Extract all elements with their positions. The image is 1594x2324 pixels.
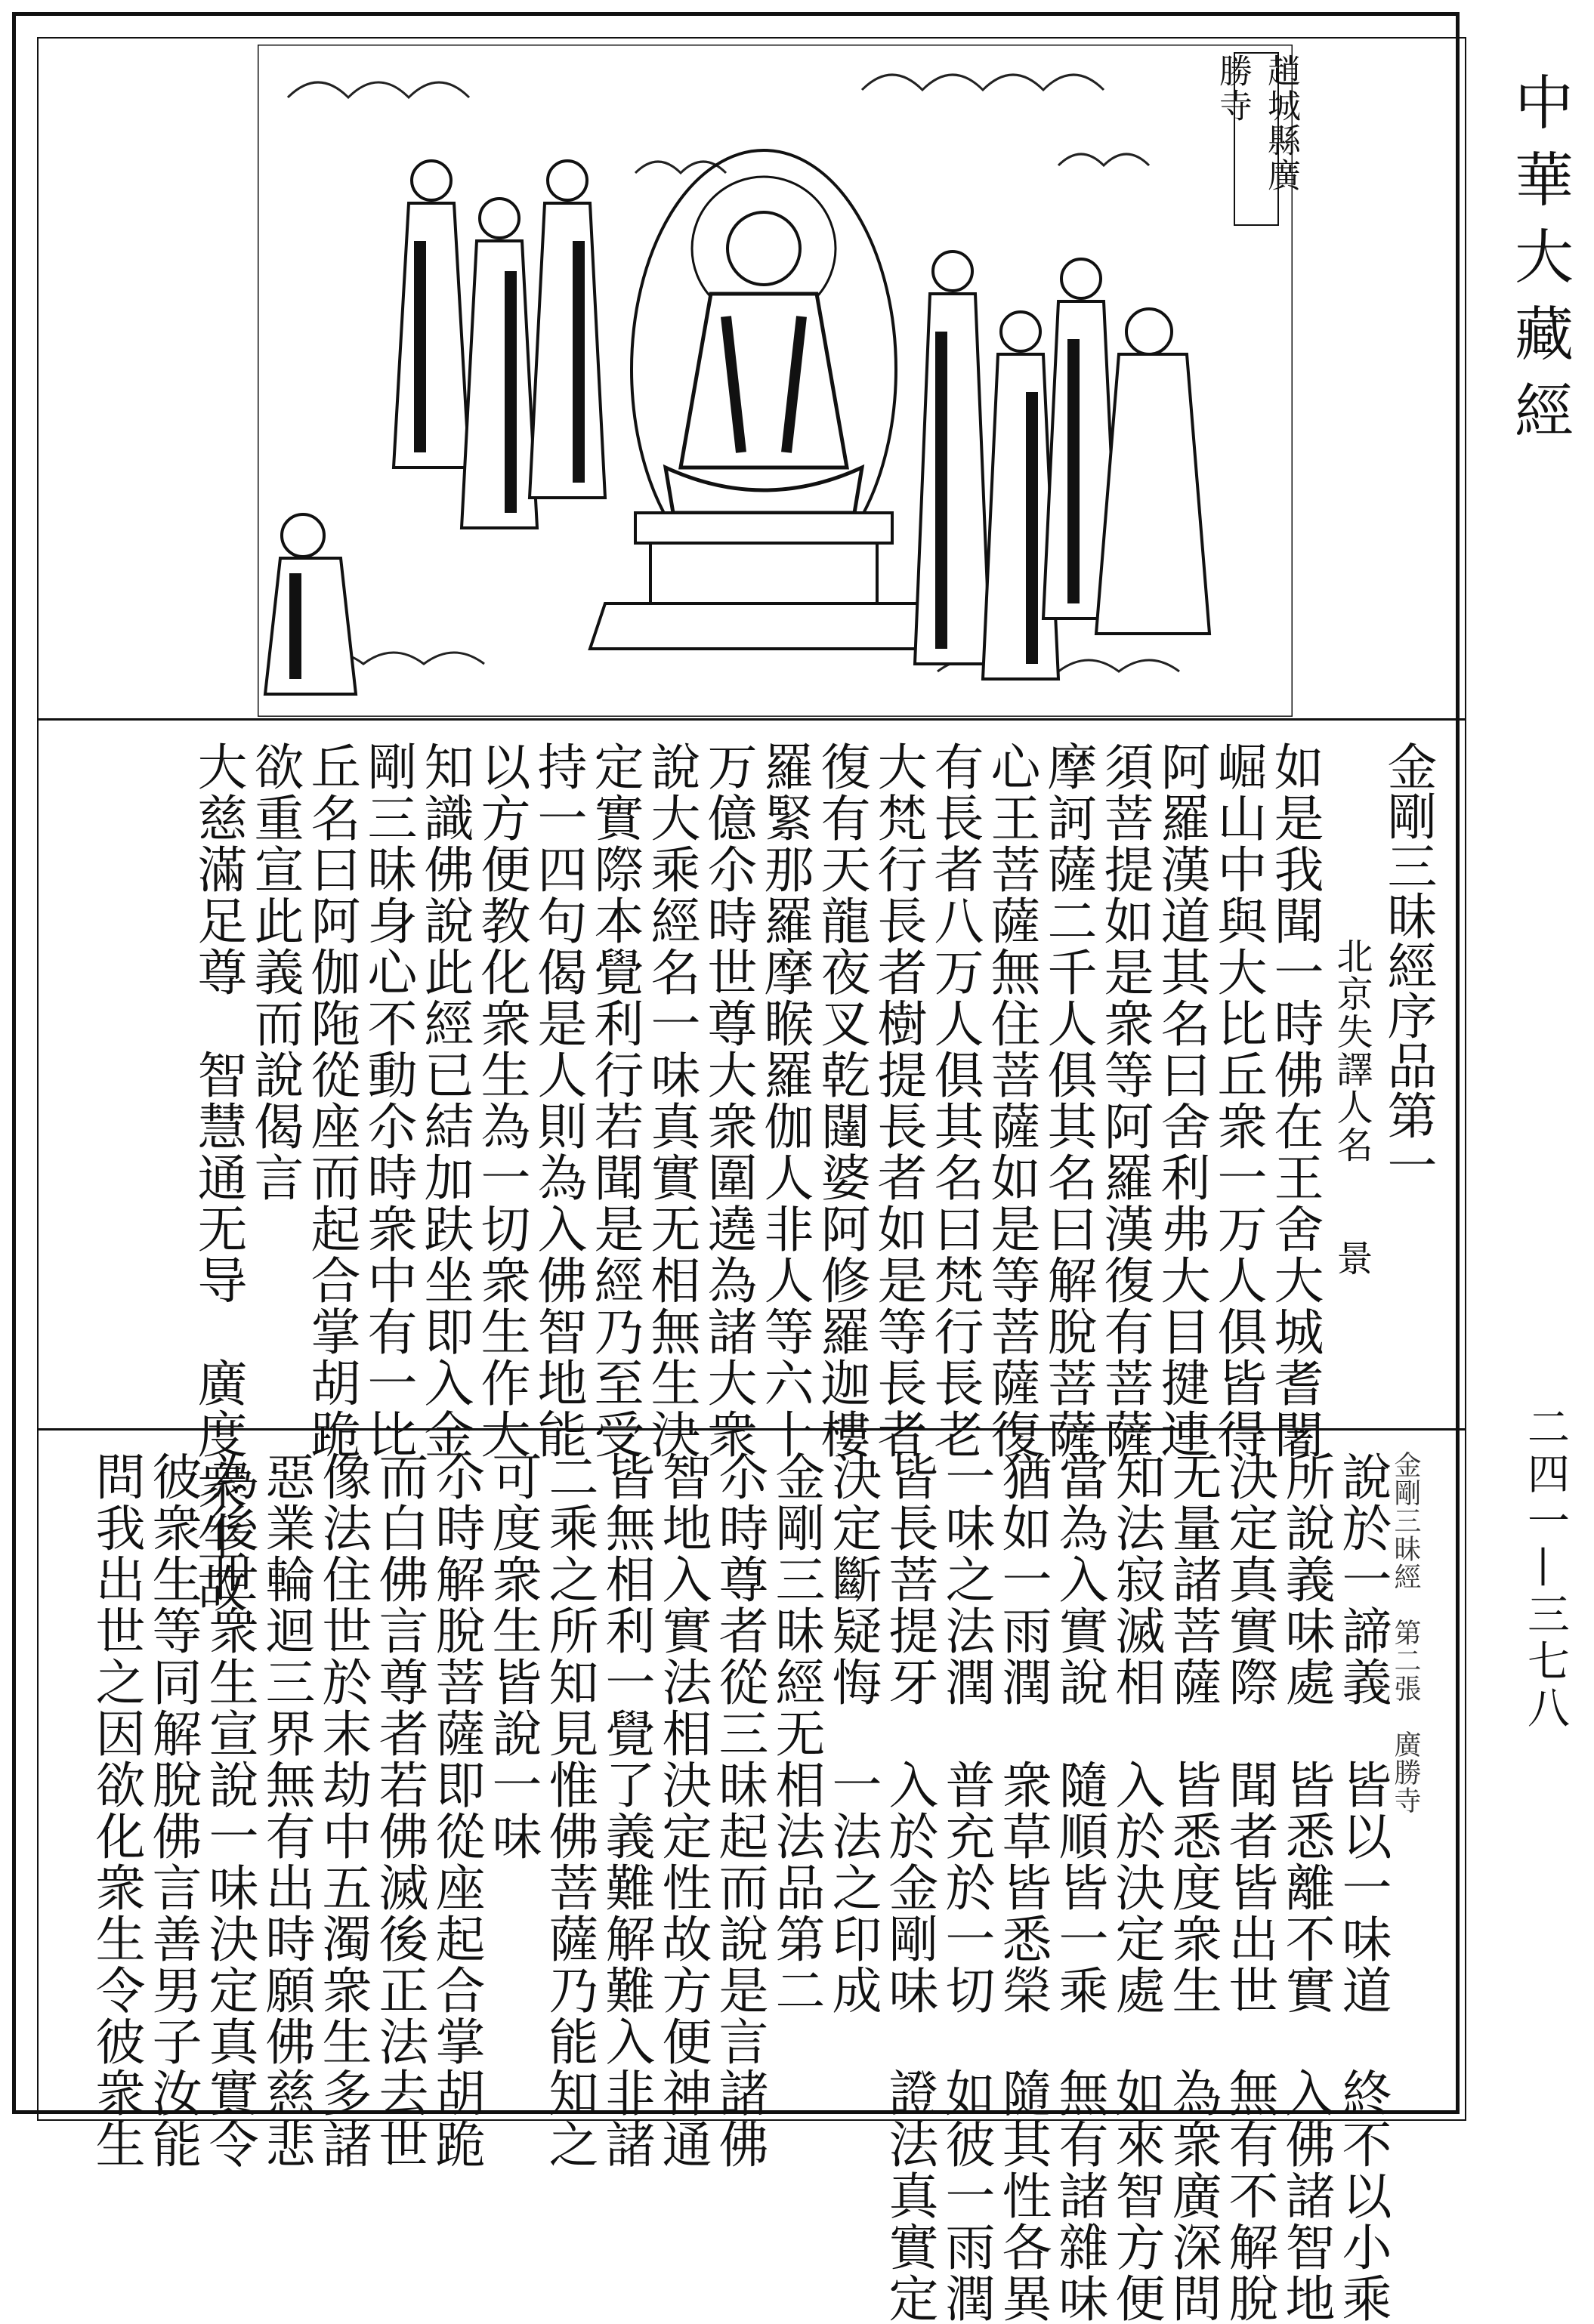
text-column: 可度衆生皆說一味 — [483, 1451, 542, 1862]
text-column: 智地入實法相決定性故方便神通 — [653, 1451, 712, 2170]
text-column: 惡業輪迴三界無有出時願佛慈悲 — [257, 1451, 315, 2170]
text-panel-bottom — [61, 1451, 1392, 2324]
text-column: 崛山中與大比丘衆一万人俱皆得 — [1209, 741, 1267, 1460]
text-column: 決定真實際 聞者皆出世 無有不解脫 — [1220, 1451, 1278, 2324]
text-column: 為後世衆生宣說一味決定真實令 — [200, 1451, 258, 2170]
temple-label — [1234, 52, 1279, 226]
text-column: 心王菩薩無住菩薩如是等菩薩復 — [982, 741, 1040, 1460]
text-column: 尒時尊者從三昧起而說是言諸佛 — [710, 1451, 768, 2170]
text-column: 所說義味處 皆悉離不實 入佛諸智地 — [1277, 1451, 1335, 2324]
text-column: 万億尒時世尊大衆圍遶為諸大衆 — [699, 741, 757, 1460]
text-column: 如是我聞一時佛在王舍大城耆闍 — [1265, 741, 1324, 1460]
text-column: 像法住世於末劫中五濁衆生多諸 — [314, 1451, 372, 2170]
frontispiece-illustration — [258, 45, 1293, 717]
text-column: 阿羅漢道其名曰舍利弗大目揵連 — [1152, 741, 1210, 1460]
text-column: 說大乘經名一味真實无相無生決 — [642, 741, 700, 1460]
illustration-drawing — [258, 45, 1293, 717]
text-column: 猶如一雨潤 衆草皆悉榮 隨其性各異 — [993, 1451, 1052, 2324]
text-column: 有長者八万人俱其名曰梵行長老 — [925, 741, 984, 1460]
text-column: 摩訶薩二千人俱其名曰解脫菩薩 — [1039, 741, 1097, 1460]
text-column: 持一四句偈是人則為入佛智地能 — [529, 741, 587, 1460]
text-column: 而白佛言尊者若佛滅後正法去世 — [370, 1451, 428, 2170]
text-column: 皆長菩提牙 入於金剛味 證法真實定 — [880, 1451, 938, 2324]
running-head-title: 中華大藏經 — [1505, 72, 1573, 457]
right-disciples — [915, 252, 1209, 679]
text-column: 決定斷疑悔 一法之印成 — [823, 1451, 882, 2016]
text-column: 說於一諦義 皆以一味道 終不以小乘 — [1333, 1451, 1392, 2324]
text-column: 彼衆生等同解脫佛言善男子汝能 — [144, 1451, 202, 2170]
text-column: 以方便教化衆生為一切衆生作大 — [472, 741, 530, 1460]
page-frame — [12, 12, 1460, 2324]
text-column: 无量諸菩薩 皆悉度衆生 為衆廣深問 — [1163, 1451, 1222, 2324]
text-panel-middle — [122, 741, 1437, 1614]
text-column: 欲重宣此義而說偈言 — [246, 741, 304, 1203]
text-column: 北京失譯人名 景 — [1330, 937, 1373, 1277]
text-column: 二乘之所知見惟佛菩薩乃能知之 — [540, 1451, 598, 2170]
text-column: 羅緊那羅摩睺羅伽人非人等六十 — [755, 741, 814, 1460]
text-column: 知識佛說此經已結加趺坐即入金 — [415, 741, 474, 1460]
text-column: 問我出世之因欲化衆生令彼衆生 — [87, 1451, 145, 2170]
text-column: 皆無相利一覺了義難解難入非諸 — [597, 1451, 655, 2170]
divider-top — [37, 718, 1466, 721]
text-column: 剛三昧身心不動尒時衆中有一比 — [359, 741, 417, 1460]
text-column: 知法寂滅相 入於決定處 如來智方便 — [1107, 1451, 1165, 2324]
text-column: 金剛三昧經序品第一 — [1379, 741, 1437, 1190]
text-column: 大慈滿足尊 智慧通无导 廣度衆生故 — [189, 741, 247, 1614]
text-column: 定實際本覺利行若聞是經乃至受 — [585, 741, 644, 1460]
text-column: 復有天龍夜叉乾闥婆阿修羅迦樓 — [812, 741, 870, 1460]
text-column: 金剛三昧經无相法品第二 — [767, 1451, 825, 2016]
text-column: 當為入實說 隨順皆一乘 無有諸雜味 — [1050, 1451, 1108, 2324]
text-column: 大梵行長者樹提長者如是等長者 — [869, 741, 927, 1460]
text-column: 尒時解脫菩薩即從座起合掌胡跪 — [427, 1451, 485, 2170]
text-column: 一味之法潤 普充於一切 如彼一雨潤 — [937, 1451, 995, 2324]
text-column: 須菩提如是衆等阿羅漢復有菩薩 — [1095, 741, 1154, 1460]
page-number: 二四一—三七八 — [1521, 1405, 1570, 1733]
marginal-note: 金剛三昧經 第二張 廣勝寺 — [1390, 1451, 1421, 1814]
text-column: 丘名曰阿伽陁從座而起合掌胡跪 — [302, 741, 360, 1460]
